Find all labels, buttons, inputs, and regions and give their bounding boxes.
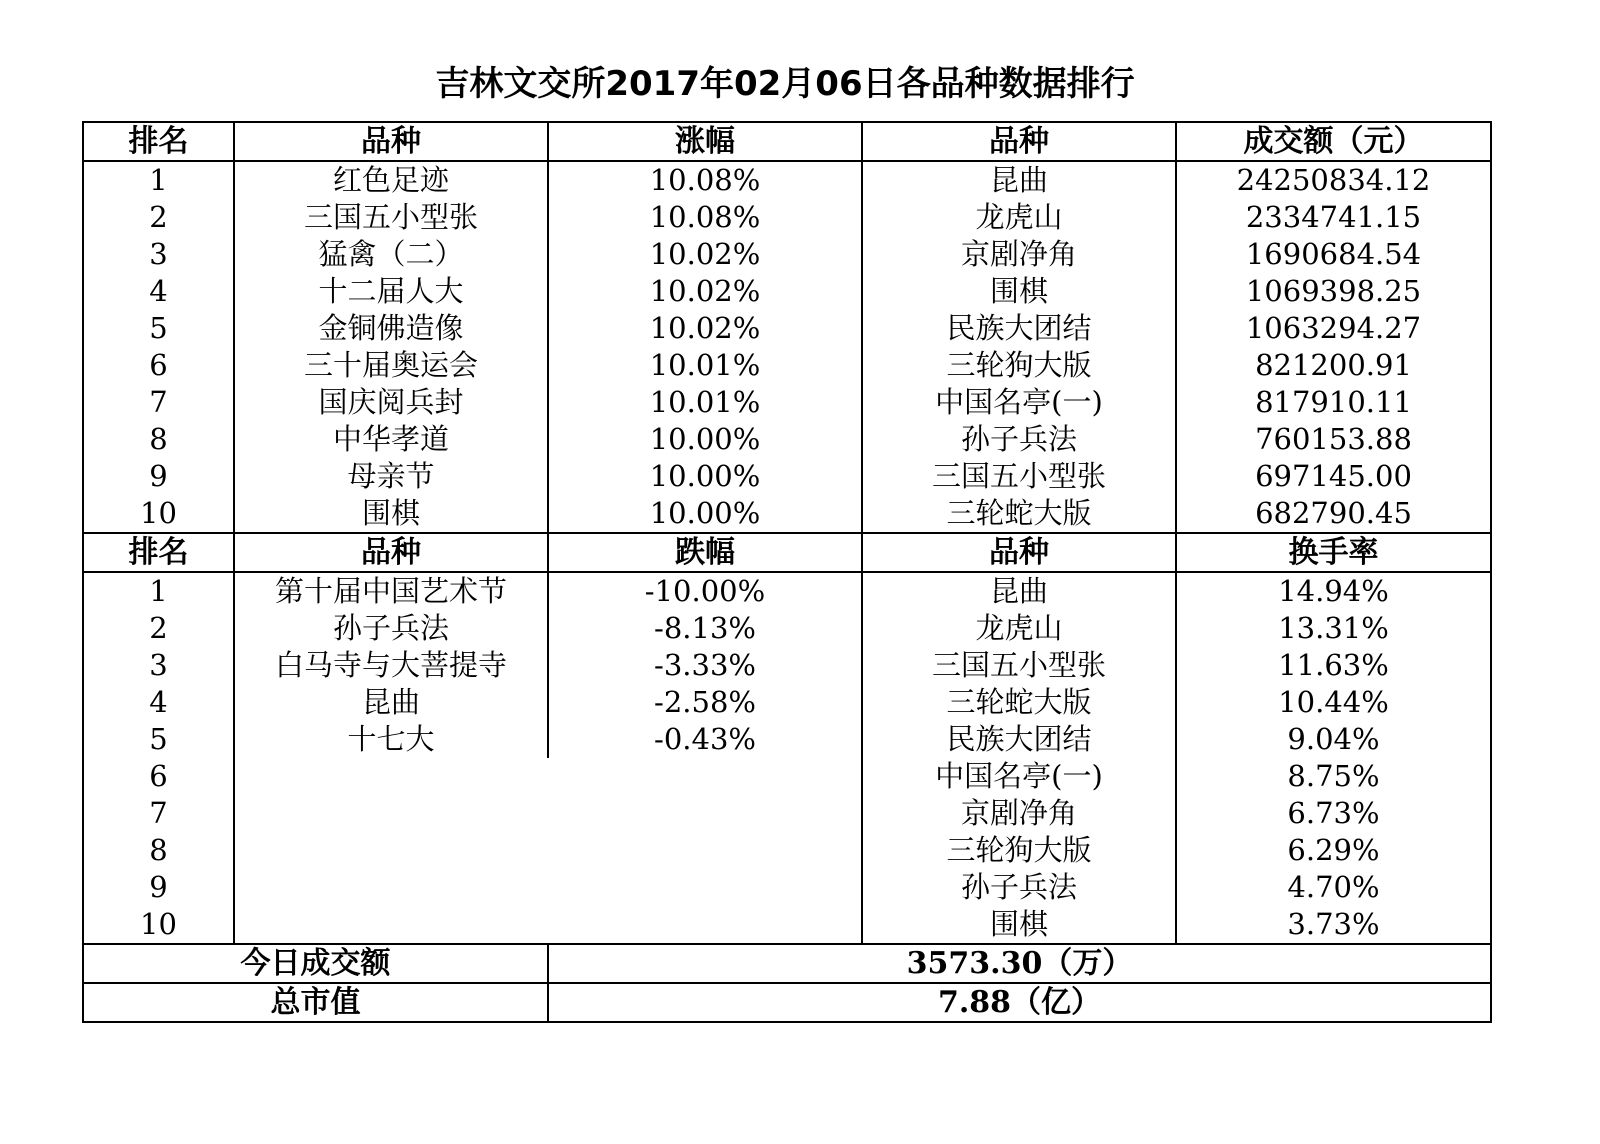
rise-header-variety-right: 品种 — [862, 122, 1176, 161]
rise-cell-variety: 红色足迹 — [234, 161, 548, 199]
rise-cell-change: 10.00% — [548, 495, 862, 533]
fall-row — [83, 721, 1491, 758]
rise-row — [83, 495, 1491, 533]
fall-cell-metric: 14.94% — [1278, 574, 1389, 608]
fall-cell-change — [548, 869, 862, 906]
fall-header-rank: 排名 — [83, 533, 234, 572]
fall-cell-variety-right: 三轮蛇大版 — [862, 684, 1176, 721]
rise-cell-rank: 10 — [83, 495, 234, 533]
rise-row — [83, 421, 1491, 458]
rise-cell-variety: 十二届人大 — [234, 273, 548, 310]
rise-cell-change: 10.02% — [548, 273, 862, 310]
rise-cell-variety-right: 三轮蛇大版 — [862, 495, 1176, 533]
fall-cell-variety — [234, 869, 548, 906]
rise-cell-rank: 2 — [83, 199, 234, 236]
fall-cell-variety-right: 三国五小型张 — [862, 647, 1176, 684]
fall-cell-variety: 昆曲 — [234, 684, 548, 721]
rise-cell-variety-right: 围棋 — [862, 273, 1176, 310]
fall-cell-change — [548, 758, 862, 795]
rise-cell-variety: 围棋 — [234, 495, 548, 533]
rise-cell-variety-right: 京剧净角 — [862, 236, 1176, 273]
fall-cell-metric: 9.04% — [1287, 722, 1380, 756]
rise-cell-variety-right: 昆曲 — [862, 161, 1176, 199]
fall-cell-variety-right: 围棋 — [862, 906, 1176, 944]
fall-cell-change: -10.00% — [548, 572, 862, 610]
fall-cell-change — [548, 795, 862, 832]
fall-cell-rank: 7 — [83, 795, 234, 832]
fall-cell-rank: 9 — [83, 869, 234, 906]
summary-label: 今日成交额 — [83, 944, 548, 983]
fall-cell-change — [548, 906, 862, 944]
rise-cell-metric: 1063294.27 — [1245, 311, 1422, 345]
fall-cell-change: -0.43% — [548, 721, 862, 758]
rise-cell-metric: 1069398.25 — [1245, 274, 1422, 308]
fall-cell-variety — [234, 906, 548, 944]
summary-value: 7.88（亿） — [548, 983, 1491, 1022]
fall-cell-variety: 孙子兵法 — [234, 610, 548, 647]
rise-cell-variety: 三十届奥运会 — [234, 347, 548, 384]
fall-cell-change — [548, 832, 862, 869]
rise-header-change: 涨幅 — [548, 122, 862, 161]
fall-cell-rank: 10 — [83, 906, 234, 944]
fall-cell-metric: 10.44% — [1278, 685, 1389, 719]
rise-cell-rank: 7 — [83, 384, 234, 421]
fall-cell-change: -8.13% — [548, 610, 862, 647]
rise-header-row — [83, 122, 1491, 161]
rise-row — [83, 199, 1491, 236]
ranking-table-body — [83, 122, 1491, 1022]
rise-cell-variety: 国庆阅兵封 — [234, 384, 548, 421]
rise-cell-metric: 817910.11 — [1255, 385, 1412, 419]
fall-cell-rank: 2 — [83, 610, 234, 647]
fall-row — [83, 906, 1491, 944]
rise-cell-variety: 猛禽（二） — [234, 236, 548, 273]
rise-cell-metric: 682790.45 — [1255, 496, 1412, 530]
rise-cell-variety: 中华孝道 — [234, 421, 548, 458]
fall-cell-metric: 6.29% — [1287, 833, 1380, 867]
rise-cell-change: 10.02% — [548, 310, 862, 347]
fall-cell-rank: 6 — [83, 758, 234, 795]
fall-cell-change: -2.58% — [548, 684, 862, 721]
fall-cell-change: -3.33% — [548, 647, 862, 684]
fall-row — [83, 684, 1491, 721]
fall-cell-rank: 3 — [83, 647, 234, 684]
fall-cell-rank: 1 — [83, 572, 234, 610]
fall-cell-rank: 5 — [83, 721, 234, 758]
fall-header-metric: 换手率 — [1176, 533, 1491, 572]
rise-cell-metric: 760153.88 — [1255, 422, 1412, 456]
fall-cell-variety-right: 孙子兵法 — [862, 869, 1176, 906]
fall-cell-variety-right: 中国名亭(一) — [862, 758, 1176, 795]
fall-cell-metric: 13.31% — [1278, 611, 1389, 645]
fall-row — [83, 758, 1491, 795]
rise-cell-change: 10.01% — [548, 347, 862, 384]
fall-header-row — [83, 533, 1491, 572]
rise-row — [83, 161, 1491, 199]
rise-cell-metric: 2334741.15 — [1245, 200, 1422, 234]
fall-cell-metric: 4.70% — [1287, 870, 1380, 904]
fall-row — [83, 610, 1491, 647]
fall-cell-variety-right: 龙虎山 — [862, 610, 1176, 647]
rise-cell-metric: 697145.00 — [1255, 459, 1412, 493]
rise-cell-change: 10.08% — [548, 199, 862, 236]
rise-cell-variety: 金铜佛造像 — [234, 310, 548, 347]
fall-cell-variety — [234, 758, 548, 795]
ranking-table — [82, 121, 1492, 1023]
rise-cell-rank: 8 — [83, 421, 234, 458]
page-title: 吉林文交所2017年02月06日各品种数据排行 — [435, 64, 1135, 104]
rise-cell-rank: 6 — [83, 347, 234, 384]
rise-cell-change: 10.00% — [548, 421, 862, 458]
summary-value: 3573.30（万） — [548, 944, 1491, 983]
rise-cell-rank: 1 — [83, 161, 234, 199]
rise-cell-variety-right: 孙子兵法 — [862, 421, 1176, 458]
fall-cell-variety-right: 三轮狗大版 — [862, 832, 1176, 869]
fall-row — [83, 832, 1491, 869]
fall-cell-variety: 第十届中国艺术节 — [234, 572, 548, 610]
rise-row — [83, 273, 1491, 310]
fall-cell-variety-right: 京剧净角 — [862, 795, 1176, 832]
rise-header-rank: 排名 — [83, 122, 234, 161]
fall-row — [83, 647, 1491, 684]
fall-cell-rank: 4 — [83, 684, 234, 721]
summary-row — [83, 983, 1491, 1022]
rise-cell-change: 10.00% — [548, 458, 862, 495]
rise-row — [83, 310, 1491, 347]
rise-row — [83, 347, 1491, 384]
rise-cell-variety-right: 三轮狗大版 — [862, 347, 1176, 384]
rise-cell-rank: 9 — [83, 458, 234, 495]
rise-cell-rank: 3 — [83, 236, 234, 273]
rise-header-metric: 成交额（元） — [1176, 122, 1491, 161]
rise-cell-variety: 母亲节 — [234, 458, 548, 495]
fall-cell-metric: 11.63% — [1278, 648, 1389, 682]
fall-cell-variety — [234, 795, 548, 832]
rise-cell-change: 10.02% — [548, 236, 862, 273]
rise-cell-variety: 三国五小型张 — [234, 199, 548, 236]
fall-cell-metric: 6.73% — [1287, 796, 1380, 830]
summary-label: 总市值 — [83, 983, 548, 1022]
rise-row — [83, 236, 1491, 273]
rise-header-variety: 品种 — [234, 122, 548, 161]
summary-row — [83, 944, 1491, 983]
fall-cell-variety: 白马寺与大菩提寺 — [234, 647, 548, 684]
fall-header-change: 跌幅 — [548, 533, 862, 572]
fall-header-variety-right: 品种 — [862, 533, 1176, 572]
rise-cell-rank: 4 — [83, 273, 234, 310]
fall-cell-metric: 3.73% — [1287, 907, 1380, 941]
rise-cell-variety-right: 龙虎山 — [862, 199, 1176, 236]
rise-cell-metric: 821200.91 — [1255, 348, 1412, 382]
rise-cell-variety-right: 中国名亭(一) — [862, 384, 1176, 421]
rise-cell-rank: 5 — [83, 310, 234, 347]
rise-cell-change: 10.01% — [548, 384, 862, 421]
rise-row — [83, 458, 1491, 495]
fall-cell-rank: 8 — [83, 832, 234, 869]
rise-cell-metric: 1690684.54 — [1245, 237, 1422, 271]
fall-row — [83, 795, 1491, 832]
rise-cell-variety-right: 民族大团结 — [862, 310, 1176, 347]
fall-row — [83, 572, 1491, 610]
fall-cell-variety-right: 昆曲 — [862, 572, 1176, 610]
rise-cell-variety-right: 三国五小型张 — [862, 458, 1176, 495]
fall-cell-variety-right: 民族大团结 — [862, 721, 1176, 758]
fall-row — [83, 869, 1491, 906]
fall-cell-variety: 十七大 — [234, 721, 548, 758]
rise-row — [83, 384, 1491, 421]
rise-cell-metric: 24250834.12 — [1236, 163, 1431, 197]
fall-cell-metric: 8.75% — [1287, 759, 1380, 793]
fall-header-variety: 品种 — [234, 533, 548, 572]
fall-cell-variety — [234, 832, 548, 869]
rise-cell-change: 10.08% — [548, 161, 862, 199]
